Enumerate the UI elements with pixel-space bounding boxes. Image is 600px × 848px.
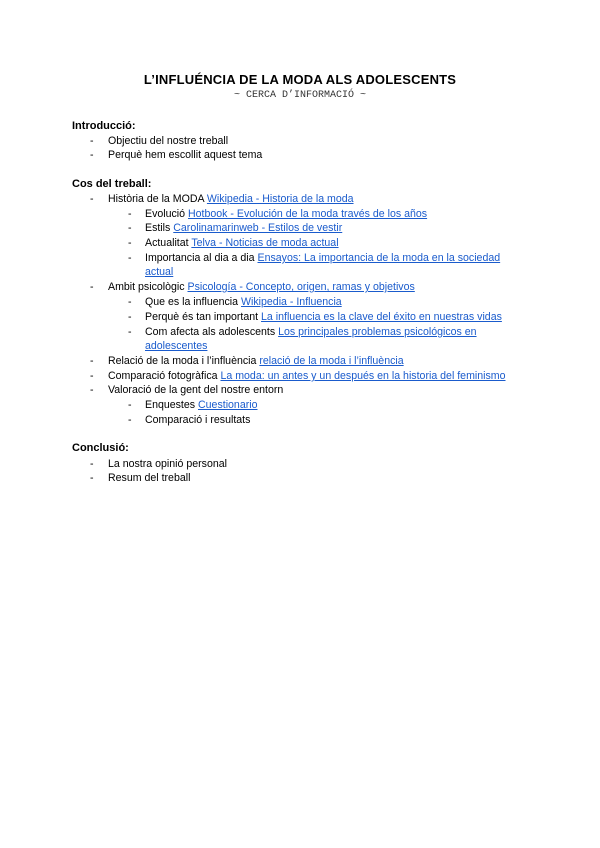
bullet-dash: - bbox=[90, 370, 94, 382]
list-item-importancia bbox=[145, 251, 500, 266]
page-title: L’INFLUÉNCIA DE LA MODA ALS ADOLESCENTS bbox=[143, 72, 457, 87]
bullet-dash: - bbox=[128, 296, 132, 308]
bullet-dash: - bbox=[90, 384, 94, 396]
list-item-actualitat bbox=[145, 236, 339, 251]
conclusion-item-opinion: La nostra opinió personal bbox=[108, 458, 227, 470]
link-enquestes[interactable]: Cuestionario bbox=[198, 399, 258, 411]
list-item-historia bbox=[108, 192, 354, 207]
link-estils[interactable]: Carolinamarinweb - Estilos de vestir bbox=[173, 222, 343, 234]
list-item-importancia-cont bbox=[145, 265, 173, 280]
link-relacio[interactable]: relació de la moda i l’influència bbox=[259, 355, 404, 367]
bullet-dash: - bbox=[128, 311, 132, 323]
item-text: Ambit psicològic bbox=[108, 281, 185, 293]
list-item-influencia bbox=[145, 295, 342, 310]
bullet-dash: - bbox=[90, 193, 94, 205]
item-text: Actualitat bbox=[145, 237, 189, 249]
link-influencia[interactable]: Wikipedia - Influencia bbox=[241, 296, 342, 308]
link-ambit[interactable]: Psicología - Concepto, origen, ramas y objetivos bbox=[187, 281, 415, 293]
list-item-enquestes bbox=[145, 398, 258, 413]
link-perque[interactable]: La influencia es la clave del éxito en nuestras vidas bbox=[261, 311, 502, 323]
list-item-estils bbox=[145, 221, 342, 236]
link-importancia-cont[interactable]: actual bbox=[145, 266, 174, 278]
body-heading: Cos del treball: bbox=[72, 178, 152, 190]
list-item-relacio bbox=[108, 354, 404, 369]
item-text: Estils bbox=[145, 222, 171, 234]
link-actualitat[interactable]: Telva - Noticias de moda actual bbox=[191, 237, 339, 249]
list-item-afecta bbox=[145, 325, 477, 340]
bullet-dash: - bbox=[128, 252, 132, 264]
bullet-dash: - bbox=[90, 355, 94, 367]
list-item-evolucio bbox=[145, 207, 427, 222]
item-text: Comparació fotogràfica bbox=[108, 370, 218, 382]
conclusion-heading: Conclusió: bbox=[72, 442, 129, 454]
page-subtitle: ~ CERCA D’INFORMACIÓ ~ bbox=[233, 90, 367, 101]
bullet-dash: - bbox=[90, 281, 94, 293]
bullet-dash: - bbox=[128, 414, 132, 426]
bullet-dash: - bbox=[128, 326, 132, 338]
list-item-valoracio: Valoració de la gent del nostre entorn bbox=[108, 384, 284, 396]
item-text: Perquè és tan important bbox=[145, 311, 259, 323]
bullet-dash: - bbox=[128, 237, 132, 249]
bullet-dash: - bbox=[128, 399, 132, 411]
bullet-dash: - bbox=[128, 222, 132, 234]
item-text: Evolució bbox=[145, 208, 186, 220]
intro-item-reason: Perquè hem escollit aquest tema bbox=[108, 149, 263, 161]
bullet-dash: - bbox=[90, 135, 94, 147]
item-text: Com afecta als adolescents bbox=[145, 326, 276, 338]
intro-heading: Introducció: bbox=[72, 120, 136, 132]
list-item-perque bbox=[145, 310, 502, 325]
list-item-afecta-cont bbox=[145, 339, 207, 354]
link-historia[interactable]: Wikipedia - Historia de la moda bbox=[206, 193, 354, 205]
bullet-dash: - bbox=[90, 458, 94, 470]
item-text: Relació de la moda i l’influència bbox=[108, 355, 257, 367]
link-afecta[interactable]: Los principales problemas psicológicos en bbox=[278, 326, 477, 338]
conclusion-item-summary: Resum del treball bbox=[108, 472, 191, 484]
list-item-comparacio-resultats: Comparació i resultats bbox=[145, 414, 251, 426]
link-afecta-cont[interactable]: adolescentes bbox=[145, 340, 208, 352]
item-text: Història de la MODA bbox=[108, 193, 204, 205]
item-text: Que es la influencia bbox=[145, 296, 239, 308]
intro-item-objective: Objectiu del nostre treball bbox=[108, 135, 229, 147]
bullet-dash: - bbox=[90, 149, 94, 161]
item-text: Importancia al dia a dia bbox=[145, 252, 255, 264]
link-comparacio[interactable]: La moda: un antes y un después en la historia del feminismo bbox=[220, 370, 506, 382]
list-item-ambit bbox=[108, 280, 415, 295]
bullet-dash: - bbox=[90, 472, 94, 484]
link-evolucio[interactable]: Hotbook - Evolución de la moda través de los años bbox=[188, 208, 428, 220]
item-text: Enquestes bbox=[145, 399, 196, 411]
list-item-comparacio bbox=[108, 369, 506, 384]
link-importancia[interactable]: Ensayos: La importancia de la moda en la sociedad bbox=[257, 252, 501, 264]
bullet-dash: - bbox=[128, 208, 132, 220]
